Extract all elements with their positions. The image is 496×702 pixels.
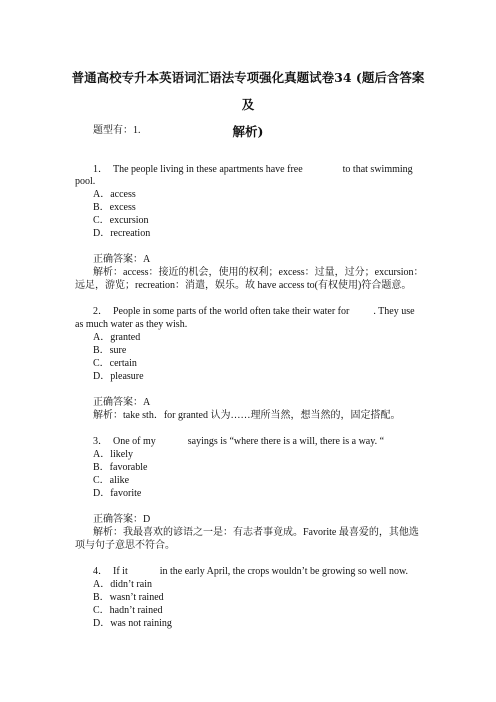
question-4-text-after: in the early April, the crops wouldn’t be growing so well now. — [159, 566, 409, 577]
question-4-number: 4． — [93, 566, 108, 577]
question-1-option-d: D．recreation — [93, 228, 151, 239]
question-1-option-c: C．excursion — [93, 215, 149, 226]
question-3-answer: 正确答案：D — [93, 514, 151, 525]
question-3-line-1 — [93, 436, 384, 448]
question-4-line-1 — [93, 566, 408, 578]
question-1-explanation-line-1: 解析：access：接近的机会，使用的权利；excess：过量，过分；excursion： — [93, 267, 424, 278]
title-line-2: 解析) — [232, 124, 264, 139]
question-type: 题型有：1. — [93, 125, 141, 136]
question-2-text-after: . They use — [373, 306, 415, 317]
question-1-line-1 — [93, 164, 421, 176]
question-2-line-1 — [93, 306, 415, 318]
question-1-text-before: The people living in these apartments have free — [113, 164, 303, 175]
question-4-text-before: If it — [113, 566, 128, 577]
question-3-option-d: D．favorite — [93, 488, 142, 499]
question-2-number: 2． — [93, 306, 108, 317]
question-1-line-2: pool. — [75, 176, 96, 187]
question-1-text-after: to that swimming — [342, 164, 413, 175]
question-3-option-a: A．likely — [93, 449, 133, 460]
question-2-option-a: A．granted — [93, 332, 141, 343]
question-3-text-after: sayings is “where there is a will, there is a way. “ — [187, 436, 385, 447]
question-1-option-a: A．access — [93, 189, 136, 200]
question-3-text-before: One of my — [113, 436, 156, 447]
question-2-line-2: as much water as they wish. — [75, 319, 188, 330]
question-4-option-b: B．wasn’t rained — [93, 592, 164, 603]
question-2-explanation-line-1: 解析：take sth．for granted 认为……理所当然，想当然的，固定搭配。 — [93, 410, 401, 421]
question-2-option-c: C．certain — [93, 358, 137, 369]
question-4-option-c: C．hadn’t rained — [93, 605, 163, 616]
question-3-option-b: B．favorable — [93, 462, 148, 473]
question-2-option-d: D．pleasure — [93, 371, 144, 382]
question-2-option-b: B．sure — [93, 345, 127, 356]
question-3-explanation-line-2: 项与句子意思不符合。 — [75, 540, 175, 551]
question-1-option-b: B．excess — [93, 202, 136, 213]
question-2-text-before: People in some parts of the world often take their water for — [113, 306, 350, 317]
question-1-explanation-line-2: 远足，游览；recreation：消遣，娱乐。故 have access to(有权使用)符合题意。 — [75, 280, 412, 291]
question-3-number: 3． — [93, 436, 108, 447]
question-4-option-d: D．was not raining — [93, 618, 172, 629]
question-1-answer: 正确答案：A — [93, 254, 151, 265]
title-line-1: 普通高校专升本英语词汇语法专项强化真题试卷34 (题后含答案及 — [71, 70, 425, 112]
question-3-explanation-line-1: 解析：我最喜欢的谚语之一是：有志者事竟成。Favorite 最喜爱的，其他选 — [93, 527, 419, 538]
question-4-option-a: A．didn’t rain — [93, 579, 152, 590]
question-3-option-c: C．alike — [93, 475, 130, 486]
question-2-answer: 正确答案：A — [93, 397, 151, 408]
question-1-number: 1． — [93, 164, 108, 175]
